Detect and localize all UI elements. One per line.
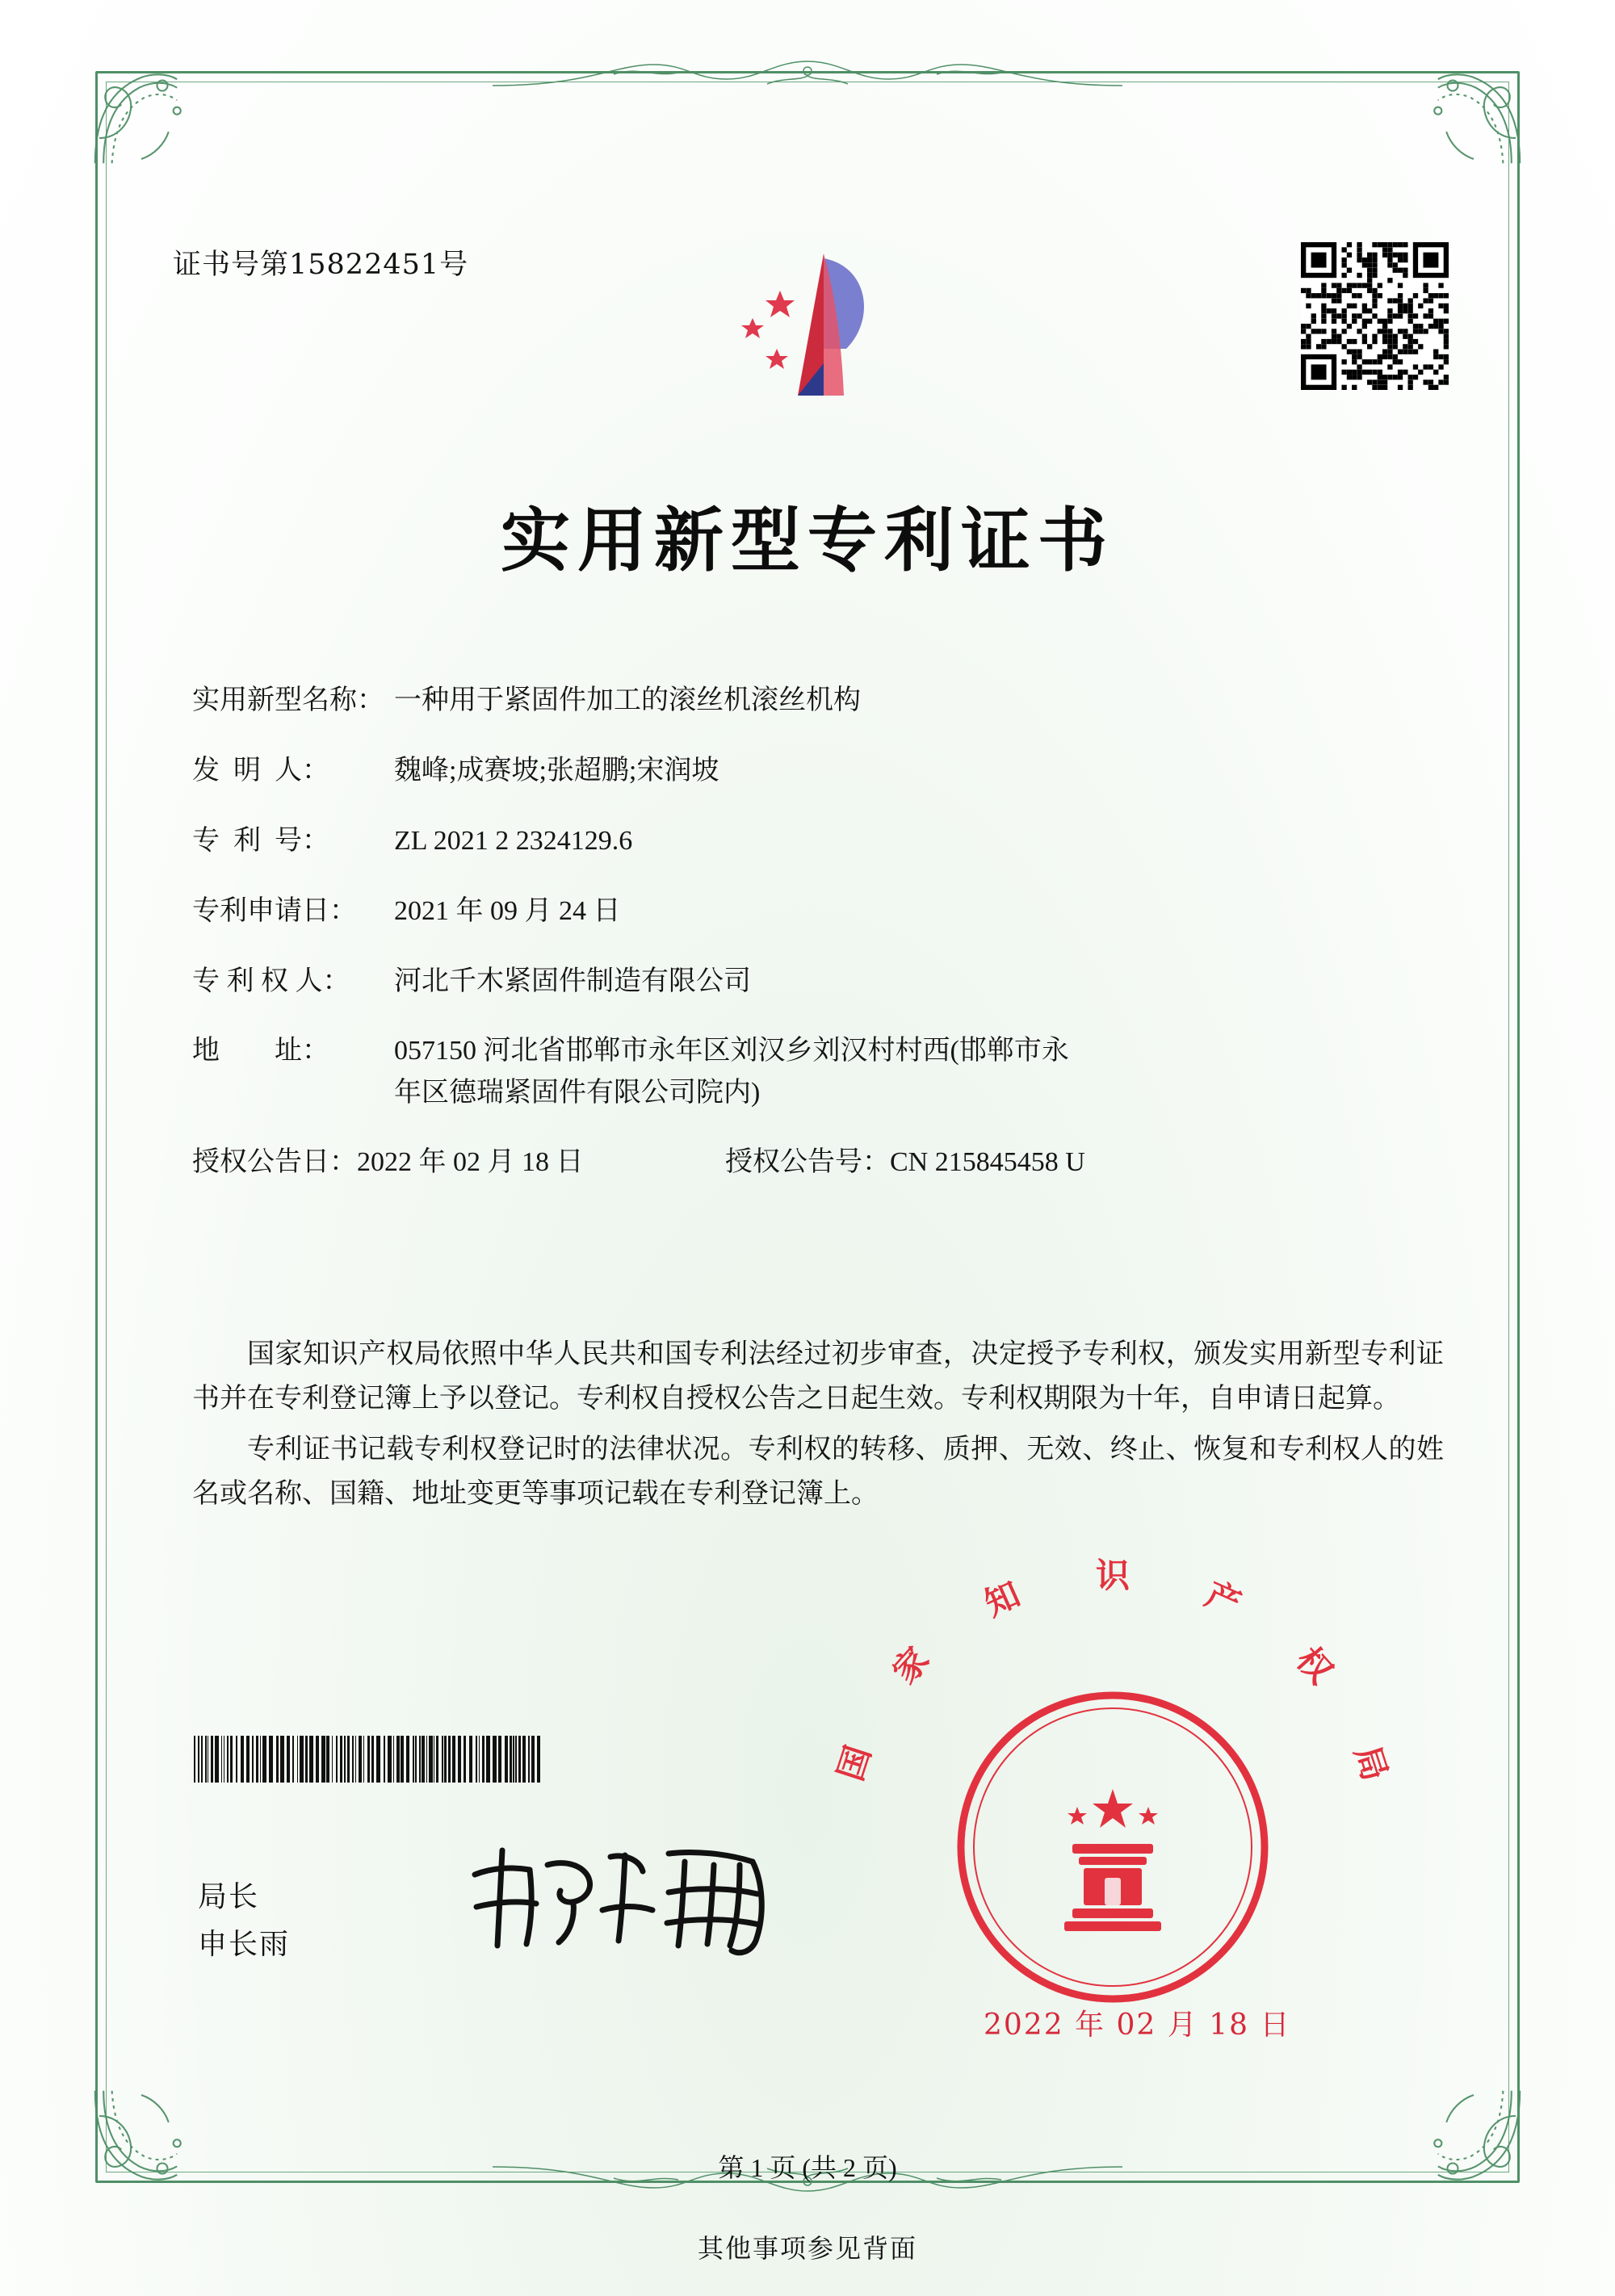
- field-row-invention-name: [192, 682, 1445, 719]
- field-row-patent-number: [192, 823, 1445, 860]
- field-value: 河北千木紧固件制造有限公司: [394, 966, 751, 996]
- official-red-seal-icon: [830, 1556, 1395, 2009]
- field-label: 专 利 号：: [192, 825, 329, 856]
- grant-date-group: [192, 1144, 725, 1181]
- certificate-number: 证书号第15822451号: [173, 249, 469, 281]
- grant-row: [192, 1144, 1445, 1181]
- field-label: 专 利 权 人：: [192, 966, 350, 996]
- qr-code-icon: [1301, 242, 1449, 390]
- field-value: 一种用于紧固件加工的滚丝机滚丝机构: [394, 685, 861, 715]
- grant-date-value: 2022 年 02 月 18 日: [357, 1147, 584, 1178]
- svg-text:权: 权: [1288, 1639, 1341, 1691]
- svg-text:知: 知: [978, 1573, 1026, 1624]
- field-row-patentee: [192, 963, 1445, 1000]
- field-row-application-date: [192, 893, 1445, 930]
- field-value: ZL 2021 2 2324129.6: [394, 825, 633, 856]
- svg-text:识: 识: [1095, 1556, 1130, 1595]
- footer-note: 其他事项参见背面: [697, 2234, 917, 2263]
- certificate-fields: [192, 682, 1445, 1209]
- svg-text:局: 局: [1347, 1741, 1395, 1786]
- svg-text:国: 国: [830, 1741, 879, 1786]
- grant-number-label: 授权公告号：: [725, 1147, 890, 1178]
- page-number: 第 1 页 (共 2 页): [718, 2153, 897, 2182]
- field-row-inventors: [192, 752, 1445, 790]
- field-value: 魏峰;成赛坡;张超鹏;宋润坡: [394, 755, 719, 786]
- field-label: 实用新型名称：: [192, 685, 384, 715]
- page-title: 实用新型专利证书: [501, 500, 1114, 581]
- field-label: 专利申请日：: [192, 895, 357, 926]
- handwritten-signature-icon: [452, 1833, 791, 1970]
- director-title-label: 局长: [198, 1880, 260, 1913]
- seal-date: 2022 年 02 月 18 日: [984, 2009, 1291, 2042]
- sipo-emblem-icon: [703, 234, 912, 428]
- top-border-ornament-icon: [493, 50, 1122, 95]
- field-value: 2021 年 09 月 24 日: [394, 895, 621, 926]
- field-label: 地 址：: [192, 1036, 329, 1066]
- svg-text:家: 家: [884, 1639, 938, 1691]
- svg-text:产: 产: [1199, 1573, 1248, 1624]
- director-name: 申长雨: [198, 1928, 291, 1961]
- field-label: 发 明 人：: [192, 755, 329, 786]
- paragraph-registry-statement: 专利证书记载专利权登记时的法律状况。专利权的转移、质押、无效、终止、恢复和专利权人的姓名或名称、国籍、地址变更等事项记载在专利登记簿上。: [192, 1435, 1444, 1510]
- legal-text-block: [192, 1332, 1444, 1523]
- grant-number-value: CN 215845458 U: [890, 1147, 1085, 1178]
- field-value: 057150 河北省邯郸市永年区刘汉乡刘汉村村西(邯郸市永: [394, 1036, 1069, 1066]
- field-row-address: [192, 1033, 1445, 1070]
- director-block: [198, 1873, 290, 1969]
- barcode-icon: [194, 1736, 606, 1783]
- field-value-address-line2: 年区德瑞紧固件有限公司院内): [394, 1078, 761, 1108]
- grant-date-label: 授权公告日：: [192, 1147, 357, 1178]
- paragraph-grant-statement: 国家知识产权局依照中华人民共和国专利法经过初步审查，决定授予专利权，颁发实用新型专利证书并在专利登记簿上予以登记。专利权自授权公告之日起生效。专利权期限为十年，自申请日起算。: [192, 1339, 1444, 1414]
- grant-number-group: [725, 1144, 1085, 1181]
